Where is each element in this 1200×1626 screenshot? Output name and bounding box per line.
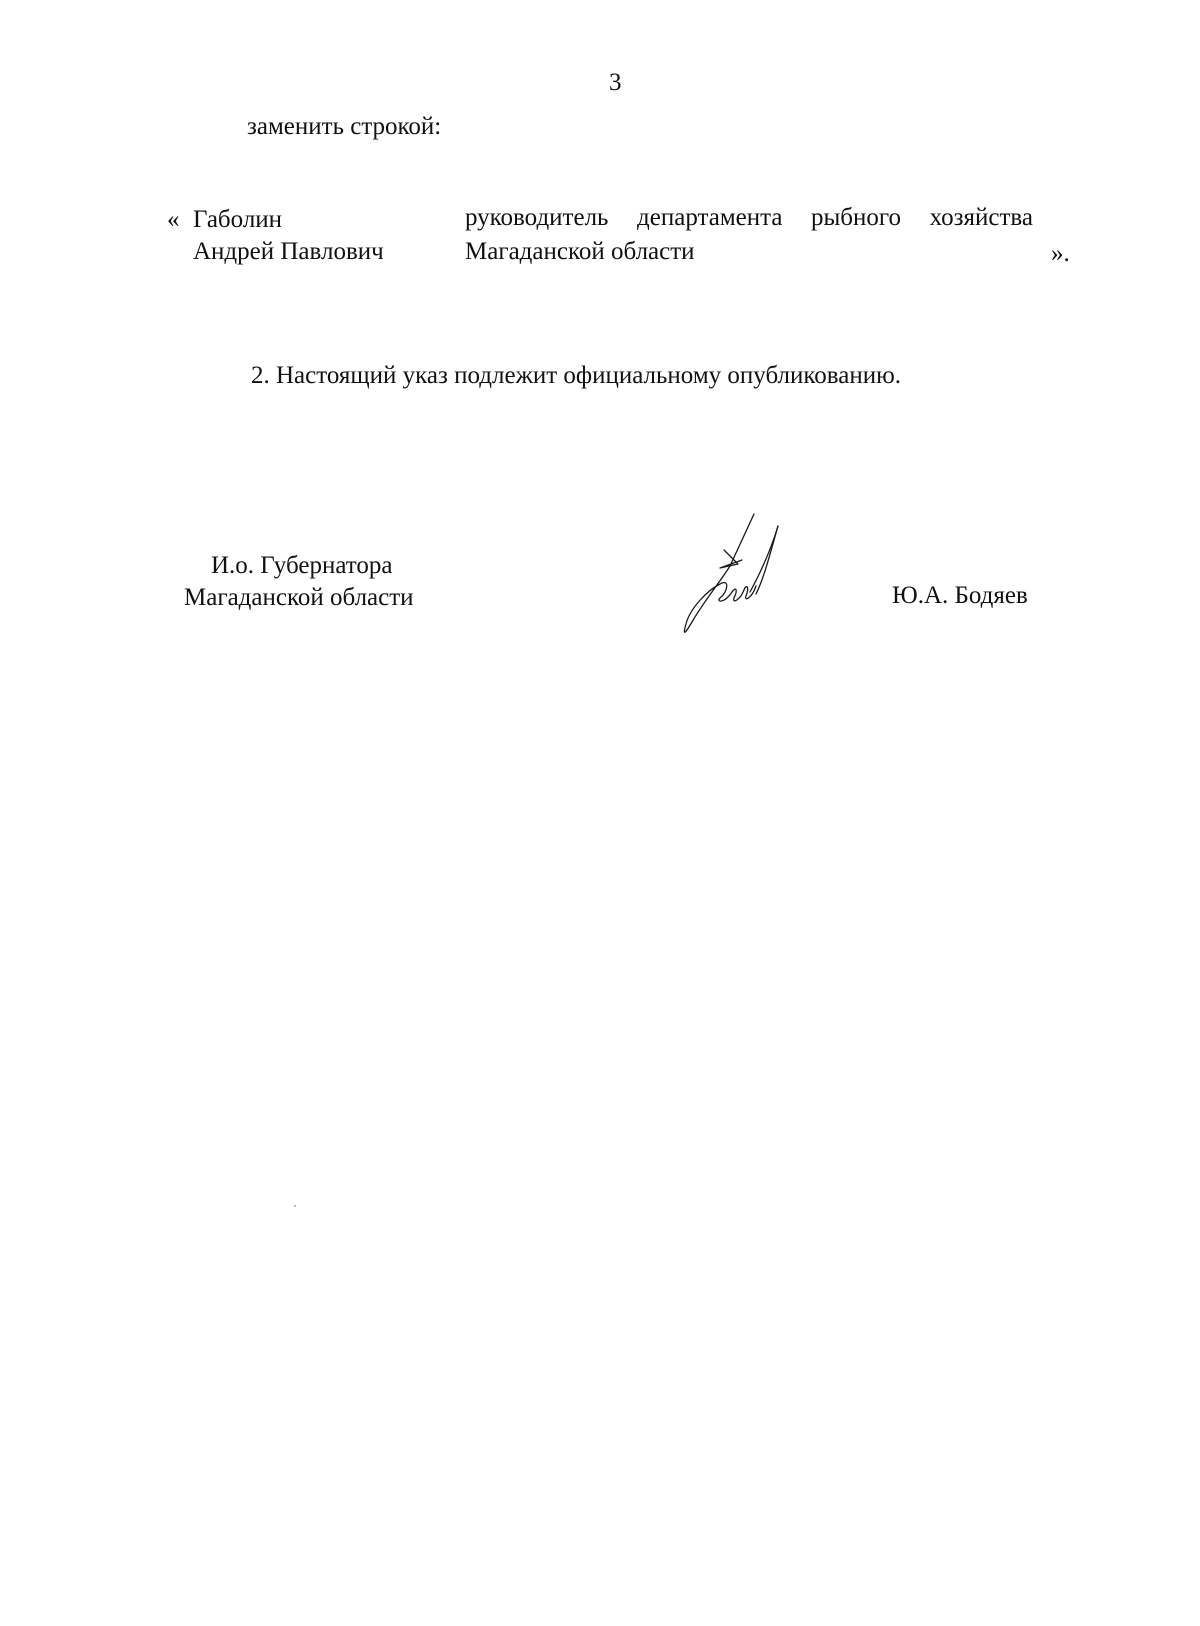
person-position-line1: руководитель департамента рыбного хозяйства (465, 204, 1033, 231)
clause-2: 2. Настоящий указ подлежит официальному опубликованию. (251, 362, 902, 389)
opening-quote: « (167, 206, 180, 233)
intro-text: заменить строкой: (247, 113, 442, 140)
page-number: 3 (609, 69, 622, 96)
signatory-title-line2: Магаданской области (184, 584, 414, 611)
person-surname: Габолин (193, 206, 283, 233)
signatory-title-line1: И.о. Губернатора (211, 552, 393, 579)
signer-name: Ю.А. Бодяев (892, 582, 1028, 609)
person-position-line2: Магаданской области (465, 238, 695, 265)
closing-quote: ». (1051, 240, 1070, 267)
signature-icon (680, 512, 800, 642)
person-given-names: Андрей Павлович (193, 238, 384, 265)
scan-speck (294, 1205, 296, 1207)
